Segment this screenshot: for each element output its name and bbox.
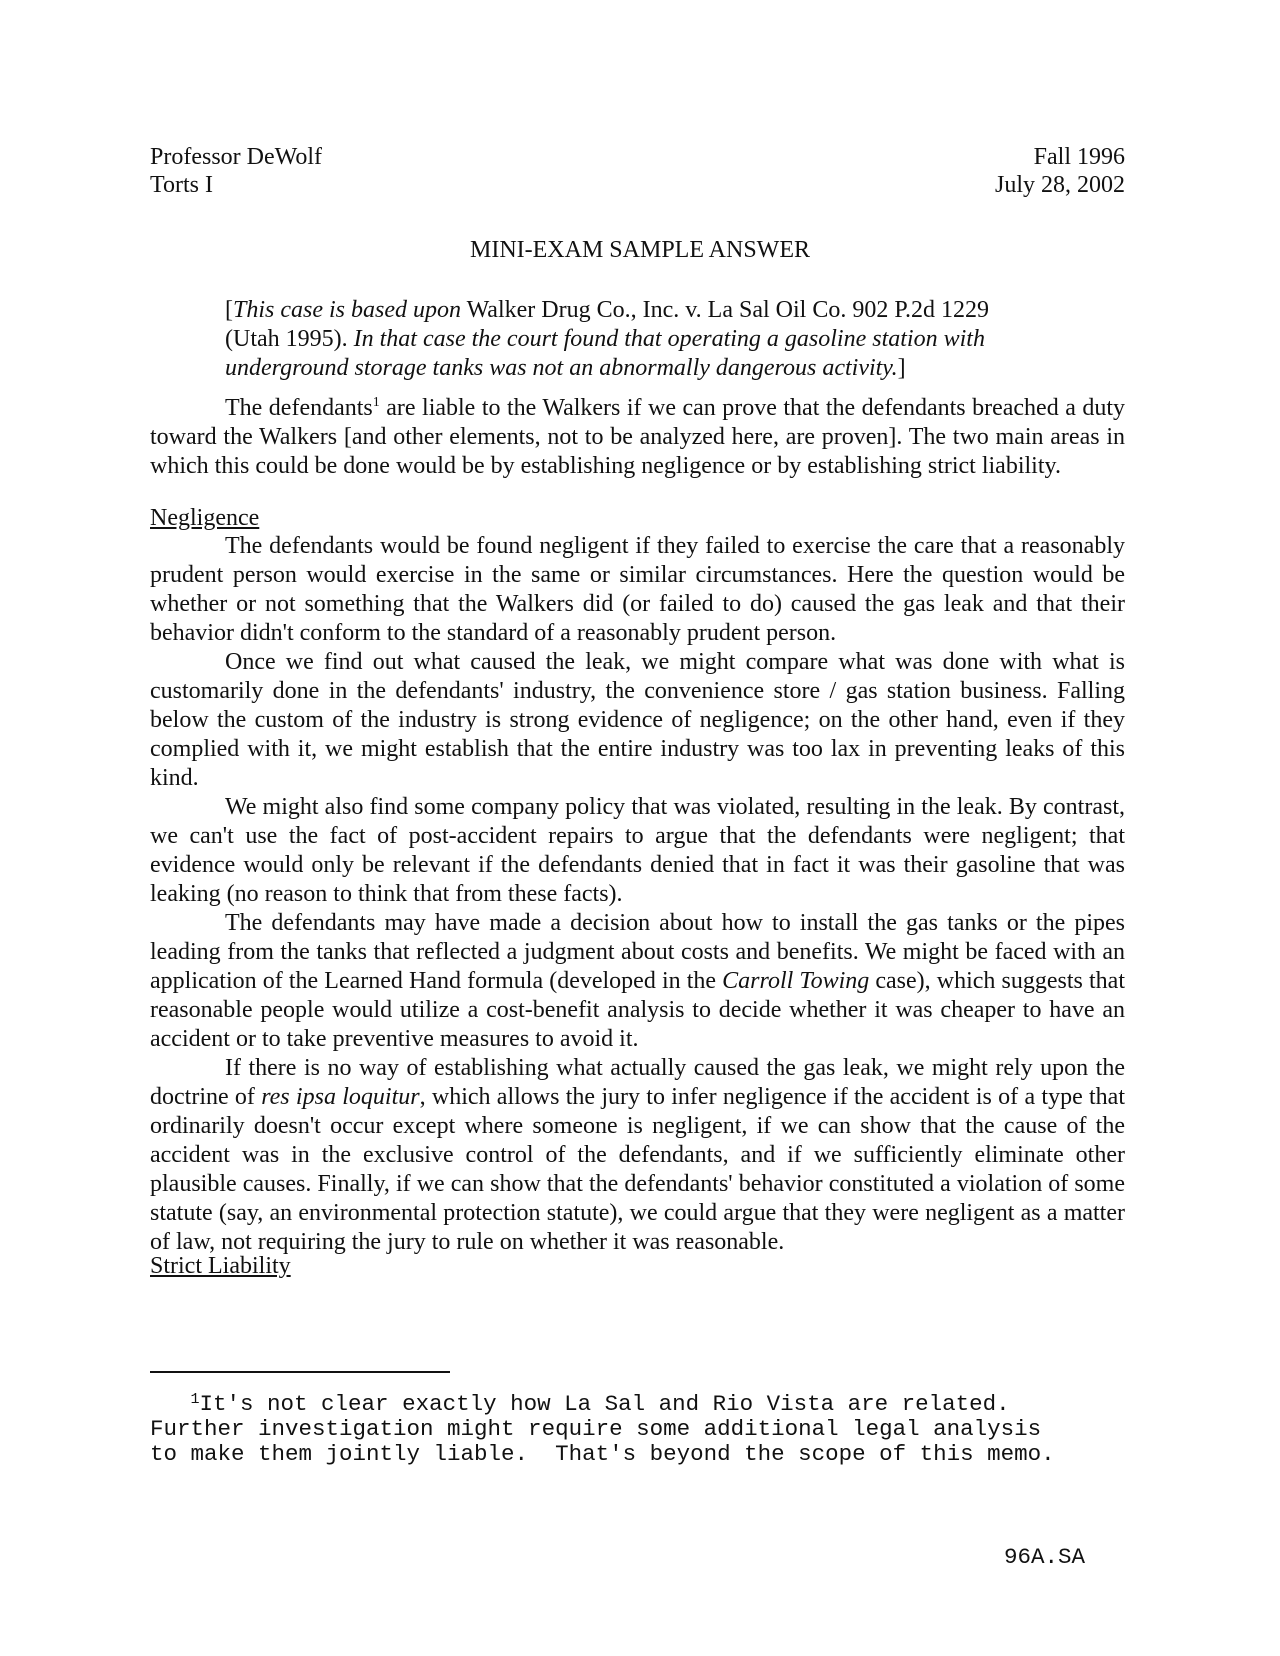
footnote-marker: 1 [190, 1391, 200, 1408]
p4-text-a: The defendants may have made a decision about how to install the gas tanks or the pipes leading from the tanks that reflected a judgment about costs and benefits. We might be faced with an application of the Learned Hand formula (developed in the [150, 910, 1125, 994]
case-note-close-bracket: ] [897, 355, 906, 381]
case-note-intro: This case is based upon [233, 297, 461, 323]
p4-text-b: case), which suggests that reasonable people would utilize a cost-benefit analysis to decide whether it was cheaper to have an accident or to take preventive measures to avoid it. [150, 968, 1125, 1052]
negligence-paragraph-2: Once we find out what caused the leak, we might compare what was done with what is customarily done in the defendants' industry, the convenience store / gas station business. Falling below the custom of the industry is strong evidence of negligence; on the other hand, even if they complied with it, we might establish that the entire industry was too lax in preventing leaks of this kind. [150, 649, 1125, 791]
term: Fall 1996 [1033, 144, 1125, 170]
carroll-towing-case: Carroll Towing [722, 968, 870, 994]
page-identifier: 96A.SA [1004, 1544, 1086, 1570]
document-date: July 28, 2002 [994, 172, 1125, 198]
case-note-open-bracket: [ [225, 297, 233, 323]
negligence-paragraph-4 [150, 909, 1125, 1054]
p5-text-b: , which allows the jury to infer negligence if the accident is of a type that ordinarily doesn't occur except where someone is negligent, if we can show that the cause of the accident was in the exclusive control of the defendants, and if we sufficiently eliminate other plausible causes. Finally, if we can show that the defendants' behavior constituted a violation of some statute (say, an environmental protection statute), we could argue that they were negligent as a matter of law, not requiring the jury to rule on whether it was reasonable. [150, 1084, 1125, 1255]
document-title: MINI-EXAM SAMPLE ANSWER [469, 237, 810, 263]
footnote-line-2: Further investigation might require some additional legal analysis [150, 1416, 1042, 1442]
negligence-paragraph-1: The defendants would be found negligent if they failed to exercise the care that a reasonably prudent person would exercise in the same or similar circumstances. Here the question would be whether or not something that the Walkers did (or failed to do) caused the gas leak and that their behavior didn't conform to the standard of a reasonably prudent person. [150, 533, 1125, 646]
footnote-line-3: to make them jointly liable. That's beyond the scope of this memo. [150, 1441, 1055, 1467]
footnote-line-1: It's not clear exactly how La Sal and Rio Vista are related. [199, 1391, 1010, 1417]
intro-paragraph [150, 394, 1125, 481]
negligence-heading: Negligence [150, 505, 260, 531]
footnote-divider [150, 1371, 450, 1373]
negligence-paragraph-3: We might also find some company policy that was violated, resulting in the leak. By contrast, we can't use the fact of post-accident repairs to argue that the defendants were negligent; that evidence would only be relevant if the defendants denied that in fact it was their gasoline that was leaking (no reason to think that from these facts). [150, 794, 1125, 907]
intro-text-rest: are liable to the Walkers if we can prove that the defendants breached a duty toward the Walkers [and other elements, not to be analyzed here, are proven]. The two main areas in which this could be done would be by establishing negligence or by establishing strict liability. [150, 395, 1125, 479]
header-row-2 [150, 171, 1125, 200]
footnote-reference: 1 [372, 395, 380, 410]
header-row-1 [150, 143, 1125, 172]
case-finding: In that case the court found that operating a gasoline station with underground storage tanks was not an abnormally dangerous activity. [225, 326, 985, 381]
negligence-paragraph-5 [150, 1054, 1125, 1257]
intro-text-start: The defendants [225, 395, 373, 421]
case-note [225, 296, 1045, 383]
professor-name: Professor DeWolf [150, 144, 323, 170]
res-ipsa-term: res ipsa loquitur [261, 1084, 420, 1110]
course-name: Torts I [150, 172, 213, 198]
negligence-section [150, 532, 1125, 1257]
p5-text-a: If there is no way of establishing what actually caused the gas leak, we might rely upon the doctrine of [150, 1055, 1125, 1110]
case-citation: Walker Drug Co., Inc. v. La Sal Oil Co. 902 P.2d 1229 (Utah 1995). [225, 297, 990, 352]
strict-liability-heading: Strict Liability [150, 1253, 291, 1279]
footnote [150, 1392, 1125, 1467]
